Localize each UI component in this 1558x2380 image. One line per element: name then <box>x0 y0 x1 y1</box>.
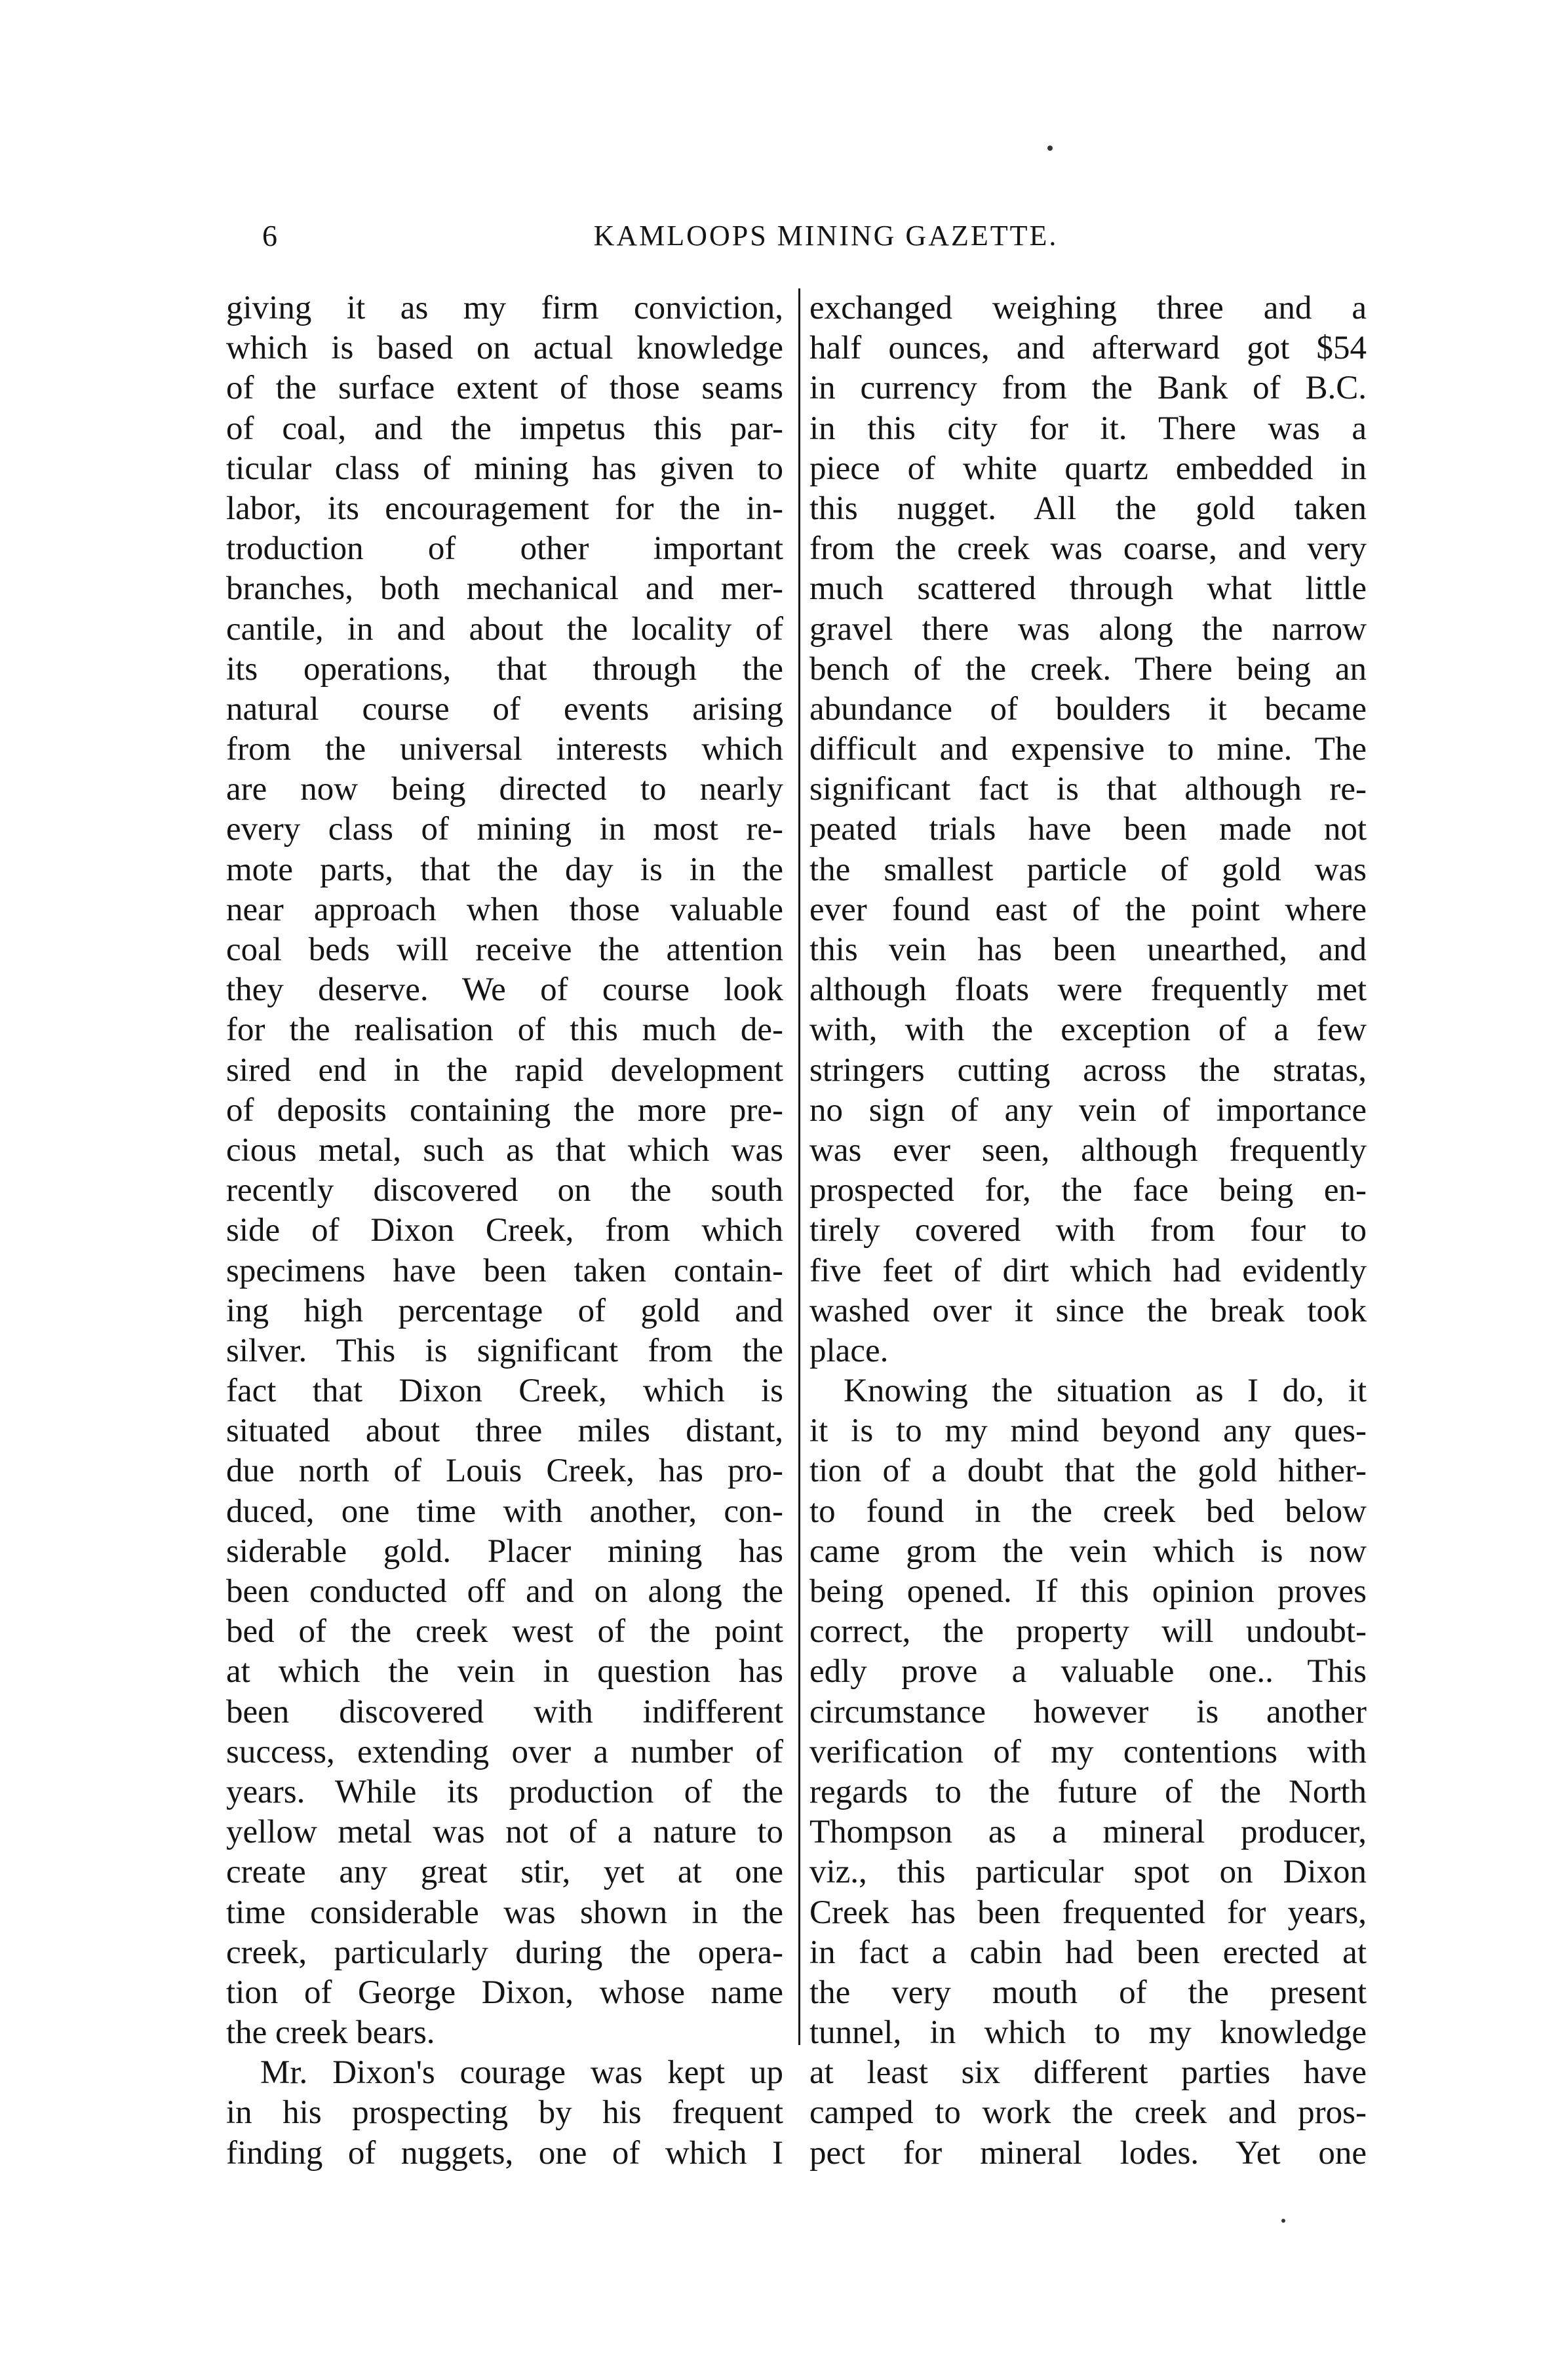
text-line: cious metal, such as that which was <box>226 1131 783 1169</box>
text-line: Creek has been frequented for years, <box>809 1894 1367 1931</box>
text-line: branches, both mechanical and mer- <box>226 570 783 608</box>
text-line: it is to my mind beyond any ques- <box>809 1413 1367 1450</box>
text-line: fact that Dixon Creek, which is <box>226 1373 783 1410</box>
text-line: create any great stir, yet at one <box>226 1854 783 1891</box>
text-line: from the creek was coarse, and very <box>809 530 1367 568</box>
text-line: time considerable was shown in the <box>226 1894 783 1931</box>
text-line: was ever seen, although frequently <box>809 1131 1367 1169</box>
text-line: bed of the creek west of the point <box>226 1613 783 1650</box>
text-line: bench of the creek. There being an <box>809 650 1367 688</box>
text-line: side of Dixon Creek, from which <box>226 1212 783 1249</box>
text-line: being opened. If this opinion proves <box>809 1573 1367 1610</box>
text-line: specimens have been taken contain- <box>226 1252 783 1289</box>
text-line: significant fact is that although re- <box>809 771 1367 808</box>
text-line: every class of mining in most re- <box>226 811 783 848</box>
column-divider <box>798 288 800 2045</box>
text-line: at which the vein in question has <box>226 1653 783 1690</box>
text-line: been discovered with indifferent <box>226 1693 783 1730</box>
text-line: been conducted off and on along the <box>226 1573 783 1610</box>
text-line: tunnel, in which to my knowledge <box>809 2014 1367 2052</box>
text-line: natural course of events arising <box>226 690 783 728</box>
text-line: although floats were frequently met <box>809 971 1367 1009</box>
text-line: with, with the exception of a few <box>809 1011 1367 1049</box>
text-line: came grom the vein which is now <box>809 1532 1367 1570</box>
text-line: near approach when those valuable <box>226 891 783 928</box>
text-line: pect for mineral lodes. Yet one <box>809 2134 1367 2172</box>
text-line: tion of George Dixon, whose name <box>226 1974 783 2011</box>
text-line: of coal, and the impetus this par- <box>226 410 783 447</box>
text-line: correct, the property will undoubt- <box>809 1613 1367 1650</box>
text-line: which is based on actual knowledge <box>226 330 783 367</box>
text-line: in his prospecting by his frequent <box>226 2094 783 2132</box>
text-line: success, extending over a number of <box>226 1733 783 1770</box>
text-line: piece of white quartz embedded in <box>809 450 1367 487</box>
text-line: ever found east of the point where <box>809 891 1367 928</box>
text-line: cantile, in and about the locality of <box>226 610 783 648</box>
text-line: its operations, that through the <box>226 650 783 688</box>
speck-mark <box>1047 146 1053 151</box>
text-line: regards to the future of the North <box>809 1773 1367 1810</box>
text-line: no sign of any vein of importance <box>809 1091 1367 1129</box>
text-line: are now being directed to nearly <box>226 771 783 808</box>
text-line: Mr. Dixon's courage was kept up <box>260 2054 783 2092</box>
text-line: exchanged weighing three and a <box>809 290 1367 326</box>
text-line: difficult and expensive to mine. The <box>809 731 1367 768</box>
text-line: Knowing the situation as I do, it <box>844 1373 1367 1410</box>
text-line: the creek bears. <box>226 2014 435 2052</box>
text-line: edly prove a valuable one.. This <box>809 1653 1367 1690</box>
text-line: camped to work the creek and pros- <box>809 2094 1367 2132</box>
text-line: silver. This is significant from the <box>226 1332 783 1369</box>
text-line: to found in the creek bed below <box>809 1492 1367 1530</box>
text-line: due north of Louis Creek, has pro- <box>226 1453 783 1490</box>
text-line: the very mouth of the present <box>809 1974 1367 2011</box>
text-line: Thompson as a mineral producer, <box>809 1814 1367 1851</box>
text-line: this vein has been unearthed, and <box>809 931 1367 968</box>
running-title: KAMLOOPS MINING GAZETTE. <box>593 220 1059 252</box>
text-line: five feet of dirt which had evidently <box>809 1252 1367 1289</box>
text-line: labor, its encouragement for the in- <box>226 490 783 527</box>
text-line: in fact a cabin had been erected at <box>809 1934 1367 1971</box>
text-line: ing high percentage of gold and <box>226 1292 783 1329</box>
text-column-left <box>226 288 783 2172</box>
text-line: duced, one time with another, con- <box>226 1492 783 1530</box>
text-line: in this city for it. There was a <box>809 410 1367 447</box>
text-line: sired end in the rapid development <box>226 1051 783 1089</box>
text-line: at least six different parties have <box>809 2054 1367 2092</box>
text-line: giving it as my firm conviction, <box>226 290 783 326</box>
text-line: stringers cutting across the stratas, <box>809 1051 1367 1089</box>
page-header <box>249 216 1363 256</box>
text-line: ticular class of mining has given to <box>226 450 783 487</box>
text-line: siderable gold. Placer mining has <box>226 1532 783 1570</box>
text-line: finding of nuggets, one of which I <box>226 2134 783 2172</box>
text-line: gravel there was along the narrow <box>809 610 1367 648</box>
text-line: recently discovered on the south <box>226 1172 783 1209</box>
text-line: situated about three miles distant, <box>226 1413 783 1450</box>
text-line: mote parts, that the day is in the <box>226 851 783 888</box>
page-number: 6 <box>262 219 277 252</box>
text-line: place. <box>809 1332 889 1369</box>
text-line: years. While its production of the <box>226 1773 783 1810</box>
text-column-right <box>809 288 1367 2172</box>
text-line: troduction of other important <box>226 530 783 568</box>
text-line: coal beds will receive the attention <box>226 931 783 968</box>
text-line: tirely covered with from four to <box>809 1212 1367 1249</box>
text-line: for the realisation of this much de- <box>226 1011 783 1049</box>
text-line: abundance of boulders it became <box>809 690 1367 728</box>
text-line: verification of my contentions with <box>809 1733 1367 1770</box>
text-line: in currency from the Bank of B.C. <box>809 370 1367 407</box>
text-line: tion of a doubt that the gold hither- <box>809 1453 1367 1490</box>
text-line: of the surface extent of those seams <box>226 370 783 407</box>
text-line: washed over it since the break took <box>809 1292 1367 1329</box>
text-line: of deposits containing the more pre- <box>226 1091 783 1129</box>
text-line: they deserve. We of course look <box>226 971 783 1009</box>
speck-mark <box>1281 2219 1285 2223</box>
text-line: viz., this particular spot on Dixon <box>809 1854 1367 1891</box>
text-line: from the universal interests which <box>226 731 783 768</box>
text-line: creek, particularly during the opera- <box>226 1934 783 1971</box>
text-line: much scattered through what little <box>809 570 1367 608</box>
text-line: half ounces, and afterward got $54 <box>809 330 1367 367</box>
text-line: peated trials have been made not <box>809 811 1367 848</box>
text-line: the smallest particle of gold was <box>809 851 1367 888</box>
text-line: yellow metal was not of a nature to <box>226 1814 783 1851</box>
text-line: circumstance however is another <box>809 1693 1367 1730</box>
text-line: this nugget. All the gold taken <box>809 490 1367 527</box>
text-line: prospected for, the face being en- <box>809 1172 1367 1209</box>
